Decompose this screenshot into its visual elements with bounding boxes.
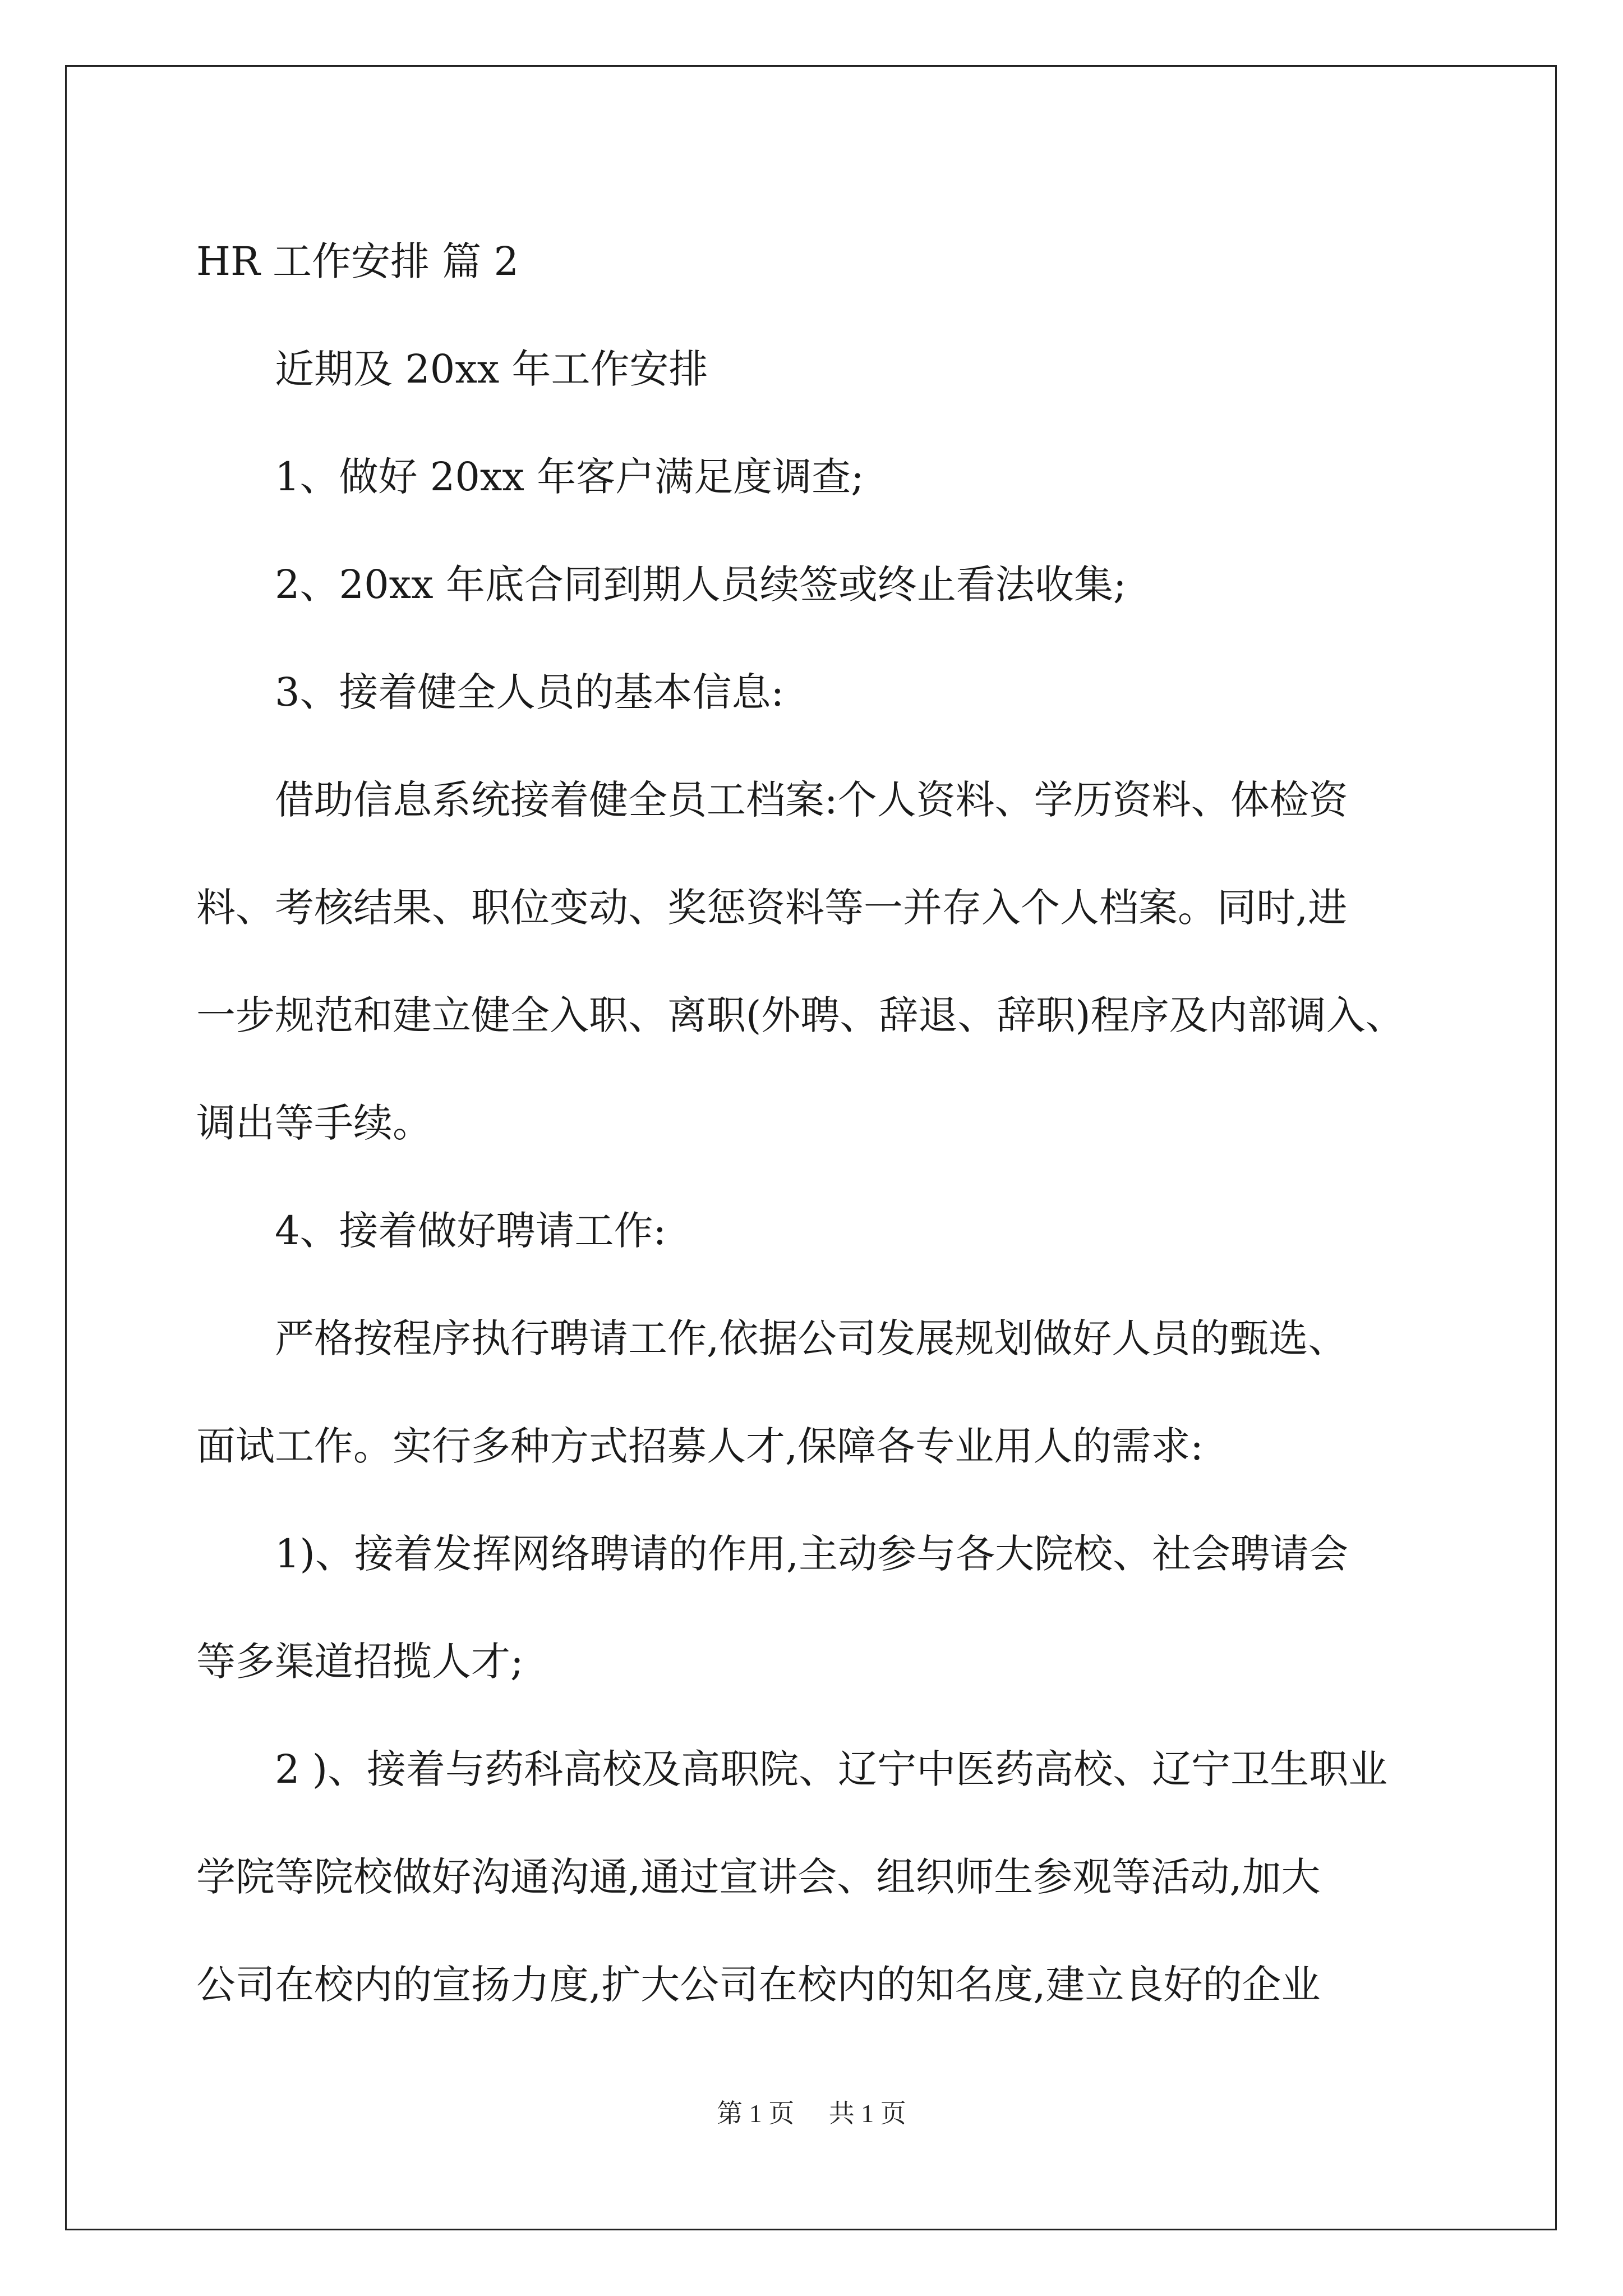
document-body [196, 208, 1453, 2039]
paragraph-line: 4、接着做好聘请工作: [275, 1208, 667, 1254]
paragraph-line: 严格按程序执行聘请工作,依据公司发展规划做好人员的甄选、 [275, 1315, 1348, 1361]
paragraph-line: 近期及 20xx 年工作安排 [275, 346, 708, 392]
paragraph-line: 学院等院校做好沟通沟通,通过宣讲会、组织师生参观等活动,加大 [196, 1854, 1321, 1900]
paragraph-line: 一步规范和建立健全入职、离职(外聘、辞退、辞职)程序及内部调入、 [196, 992, 1405, 1038]
paragraph-line: 料、考核结果、职位变动、奖惩资料等一并存入个人档案。同时,进 [196, 885, 1348, 931]
paragraph-line: 等多渠道招揽人才; [196, 1639, 524, 1685]
paragraph-line: 借助信息系统接着健全员工档案:个人资料、学历资料、体检资 [275, 777, 1348, 823]
page-total: 共 1 页 [828, 2099, 906, 2128]
paragraph-line: 2 )、接着与药科高校及高职院、辽宁中医药高校、辽宁卫生职业 [275, 1746, 1388, 1792]
page-footer [0, 2097, 1623, 2131]
paragraph-line: 面试工作。实行多种方式招募人才,保障各专业用人的需求: [196, 1423, 1204, 1469]
paragraph-line: 调出等手续。 [196, 1100, 432, 1146]
paragraph-line: 公司在校内的宣扬力度,扩大公司在校内的知名度,建立良好的企业 [196, 1962, 1321, 2008]
paragraph-line: 1)、接着发挥网络聘请的作用,主动参与各大院校、社会聘请会 [275, 1531, 1349, 1577]
document-heading: HR 工作安排 篇 2 [196, 238, 519, 284]
page-number: 第 1 页 [717, 2099, 795, 2128]
paragraph-line: 1、做好 20xx 年客户满足度调查; [275, 454, 864, 500]
paragraph-line: 3、接着健全人员的基本信息: [275, 669, 785, 715]
paragraph-line: 2、20xx 年底合同到期人员续签或终止看法收集; [275, 562, 1127, 608]
